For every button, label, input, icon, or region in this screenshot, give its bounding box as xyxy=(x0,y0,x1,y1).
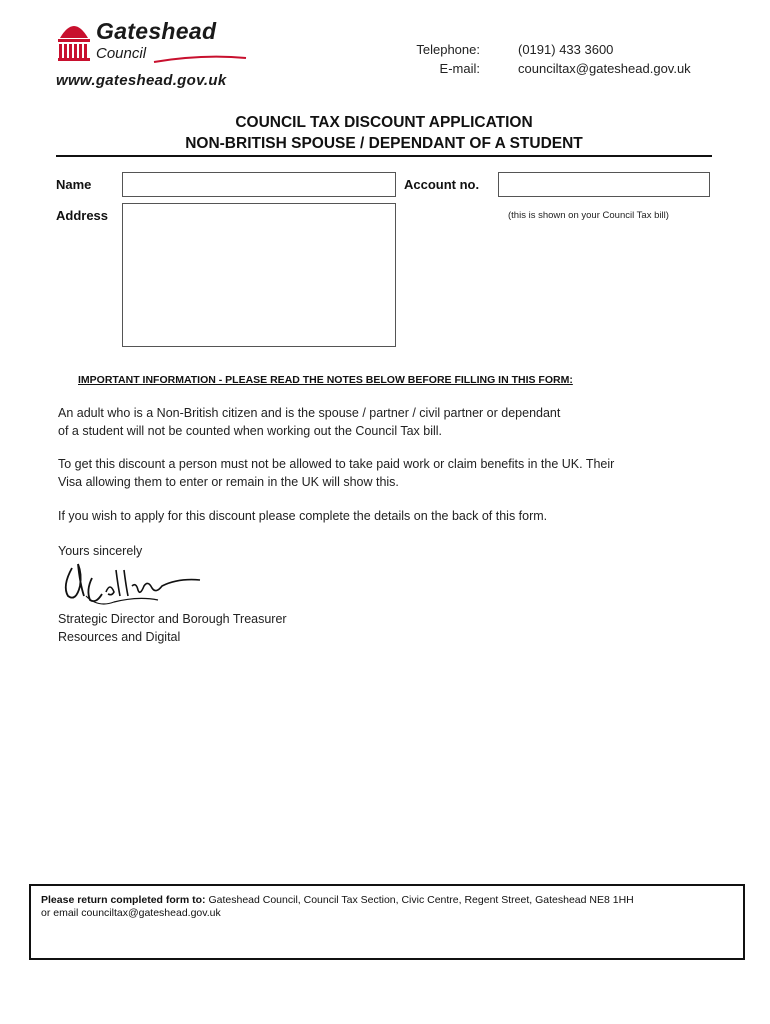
paragraph-eligibility-line-2: of a student will not be counted when working out the Council Tax bill. xyxy=(58,424,443,438)
account-number-hint: (this is shown on your Council Tax bill) xyxy=(508,210,669,221)
email-label: E-mail: xyxy=(439,61,480,76)
signatory xyxy=(58,610,708,646)
return-label: Please return completed form to: xyxy=(41,894,206,906)
address-field[interactable] xyxy=(122,203,396,347)
civic-centre-icon xyxy=(56,20,92,62)
signature-image xyxy=(58,556,208,612)
return-address-line xyxy=(41,894,731,907)
paragraph-apply: If you wish to apply for this discount please complete the details on the back of this form. xyxy=(58,509,548,523)
email-value: counciltax@gateshead.gov.uk xyxy=(518,61,691,76)
return-address: Gateshead Council, Council Tax Section, Civic Centre, Regent Street, Gateshead NE8 1HH xyxy=(205,894,634,906)
title-line-1: COUNCIL TAX DISCOUNT APPLICATION xyxy=(235,114,533,131)
name-field[interactable] xyxy=(122,172,396,197)
telephone-value: (0191) 433 3600 xyxy=(518,42,614,57)
title-divider xyxy=(56,155,712,157)
logo-website: www.gateshead.gov.uk xyxy=(56,72,227,89)
title-line-2: NON-BRITISH SPOUSE / DEPENDANT OF A STUDENT xyxy=(185,135,583,152)
return-address-box xyxy=(29,884,745,960)
signatory-department: Resources and Digital xyxy=(58,630,181,644)
telephone-label: Telephone: xyxy=(416,42,480,57)
address-label: Address xyxy=(56,208,109,223)
account-number-field[interactable] xyxy=(498,172,710,197)
paragraph-eligibility-line-1: An adult who is a Non-British citizen and is the spouse / partner / civil partner or dependant xyxy=(58,406,561,420)
contact-labels xyxy=(360,40,480,78)
page-title xyxy=(56,112,712,154)
name-label: Name xyxy=(56,177,92,192)
paragraph-conditions xyxy=(58,455,708,491)
paragraph-eligibility xyxy=(58,404,708,440)
return-instructions xyxy=(41,894,731,920)
logo-name: Gateshead xyxy=(96,18,217,44)
logo-council: Council xyxy=(96,45,147,62)
closing-salutation: Yours sincerely xyxy=(58,544,143,558)
signatory-title: Strategic Director and Borough Treasurer xyxy=(58,612,287,626)
paragraph-conditions-line-1: To get this discount a person must not be allowed to take paid work or claim benefits in the UK. Their xyxy=(58,457,615,471)
contact-values xyxy=(518,40,691,78)
return-email: or email counciltax@gateshead.gov.uk xyxy=(41,907,221,919)
swoosh-icon xyxy=(152,52,248,66)
paragraph-conditions-line-2: Visa allowing them to enter or remain in the UK will show this. xyxy=(58,475,399,489)
gateshead-council-logo xyxy=(56,18,256,93)
account-number-label: Account no. xyxy=(404,177,480,192)
important-information-heading: IMPORTANT INFORMATION - PLEASE READ THE NOTES BELOW BEFORE FILLING IN THIS FORM: xyxy=(78,374,573,386)
